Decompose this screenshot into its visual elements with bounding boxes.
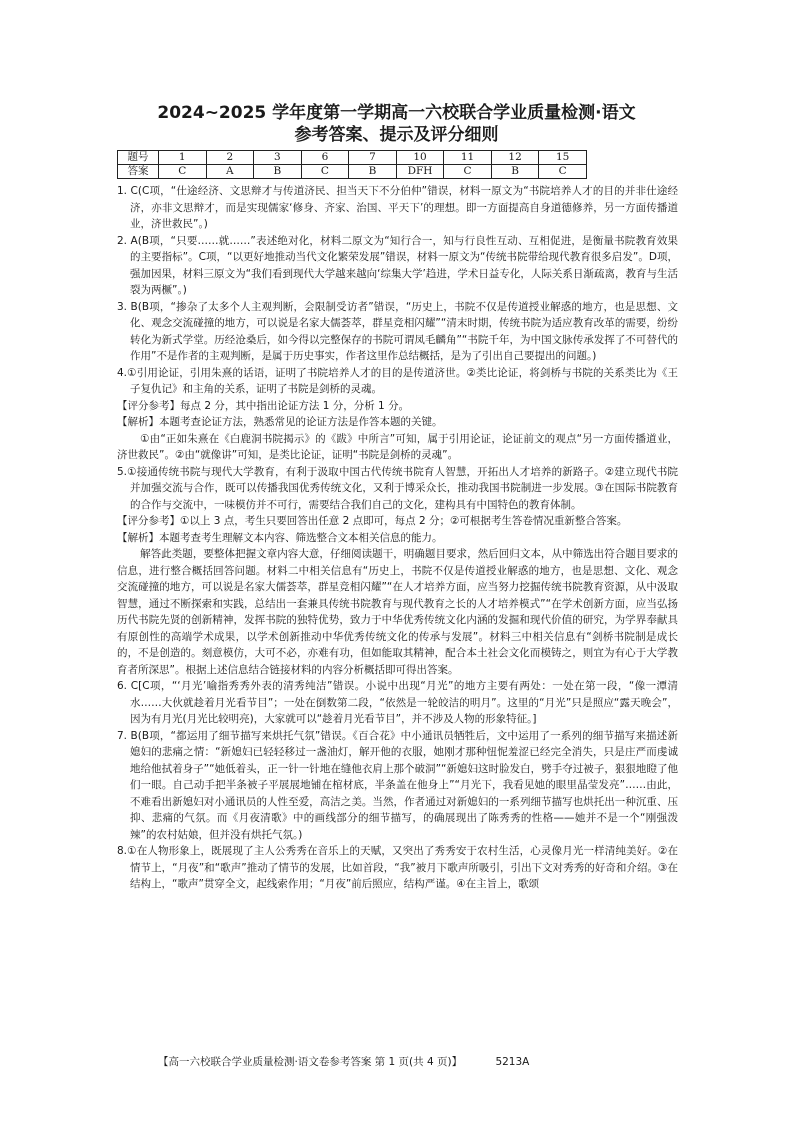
page-title: 2024~2025 学年度第一学期高一六校联合学业质量检测·语文 [157, 103, 636, 123]
question-number: 1 [159, 151, 207, 165]
question-number: 12 [491, 151, 539, 165]
answer-explanation-q2: 2. A(B项，“只要……就……”表述绝对化，材料二原文为“知行合一，知与行良性互动、互相促进，是衡量书院教育效果的主要指标”。C项，“以更好地推动当代文化繁荣发展”错误，材料一原文为“传统书院带给现代教育很多启发”。D项，强加因果，材料三原文为“我们看到现代大学越来越向‘综集大学’趋进，学术日益专化，人际关系日渐疏离，教育与生活裂为两橛”。) [117, 234, 678, 296]
answer-cell: DFH [396, 165, 444, 179]
scoring-note-q5: 【评分参考】①以上 3 点，考生只要回答出任意 2 点即可，每点 2 分；②可根据考生答卷情况重新整合答案。 [117, 515, 628, 527]
answer-explanation-q3: 3. B(B项，“掺杂了太多个人主观判断，会限制受访者”错误，“历史上，书院不仅是传道授业解惑的地方，也是思想、文化、观念交流碰撞的地方，可以说是名家大儒荟萃，群星竞相闪耀”“清末时期，传统书院为适应教育改革的需要，纷纷转化为新式学堂。历经沧桑后，如今得以完整保存的书院可谓凤毛麟角”“书院千年，为中国文脉传承发挥了不可替代的作用”不是作者的主观判断，是属于历史事实，作者这里作总结概括，是为了引出自己要提出的问题。) [117, 300, 678, 362]
analysis-detail-q4: ①由“正如朱熹在《白鹿洞书院揭示》的《跋》中所言”可知，属于引用论证，论证前文的观点“另一方面传播道业，济世救民”。②由“就像讲”可知，是类比论证，证明“书院是剑桥的灵魂”。 [117, 432, 678, 461]
answer-row [118, 165, 587, 179]
question-number: 10 [396, 151, 444, 165]
analysis-q4: 【解析】本题考查论证方法，熟悉常见的论证方法是作答本题的关键。 [117, 416, 443, 428]
question-number: 11 [444, 151, 492, 165]
analysis-q5: 【解析】本题考查考生理解文本内容、筛选整合文本相关信息的能力。 [117, 531, 443, 544]
question-row-label: 题号 [118, 151, 159, 165]
answer-cell: C [159, 165, 207, 179]
answer-row-label: 答案 [118, 165, 159, 179]
answer-explanation-q1: 1. C(C项，“仕途经济、文思辩才与传道济民、担当天下不分伯仲”错误，材料一原文为“书院培养人才的目的并非仕途经济，亦非文思辩才，而是实现儒家‘修身、齐家、治国、平天下’的理想。即一方面提高自身道德修养，另一方面传播道业，济世救民”。) [117, 185, 678, 230]
page-subtitle: 参考答案、提示及评分细则 [294, 125, 499, 145]
page-footer [158, 1055, 559, 1069]
answer-cell: B [349, 165, 397, 179]
footer-code: 5213A [495, 1056, 530, 1068]
answer-cell: A [206, 165, 254, 179]
answer-cell: B [254, 165, 302, 179]
answer-cell: C [301, 165, 349, 179]
answer-explanation-q7: 7. B(B项，“都运用了细节描写来烘托气氛”错误。《百合花》中小通讯员牺牲后，文中运用了一系列的细节描写来描述新媳妇的悲痛之情：“新媳妇已轻轻移过一盏油灯，解开他的衣服，她刚才那种忸怩羞涩已经完全消失，只是庄严而虔诚地给他拭着身子”“她低着头，正一针一针地在缝他衣肩上那个破洞”“新媳妇这时脸发白，劈手夺过被子，狠狠地瞪了他们一眼。自己动手把半条被子平展展地铺在棺材底，半条盖在他身上”“月光下，我看见她的眼里晶莹发亮”……由此，不难看出新媳妇对小通讯员的人性至爱，高洁之美。当然，作者通过对新媳妇的一系列细节描写也烘托出一种沉重、压抑、悲痛的气氛。而《月夜清歌》中的画线部分的细节描写，的确展现出了陈秀秀的性格——她并不是一个“刚强泼辣”的农村姑娘，但并没有烘托气氛。) [117, 729, 678, 841]
question-number: 3 [254, 151, 302, 165]
answer-table [117, 150, 587, 179]
question-number: 6 [301, 151, 349, 165]
answer-explanation-q4: 4.①引用论证，引用朱熹的话语，证明了书院培养人才的目的是传道济世。②类比论证，将剑桥与书院的关系类比为《王子复仇记》和主角的关系，证明了书院是剑桥的灵魂。 [117, 366, 678, 395]
explanation-body [117, 183, 678, 893]
answer-cell: C [444, 165, 492, 179]
answer-cell: C [539, 165, 587, 179]
answer-cell: B [491, 165, 539, 179]
question-row [118, 151, 587, 165]
scoring-note-q4: 【评分参考】每点 2 分，其中指出论证方法 1 分，分析 1 分。 [117, 399, 410, 412]
answer-explanation-q8: 8.①在人物形象上，既展现了主人公秀秀在音乐上的天赋，又突出了秀秀安于农村生活，心灵像月光一样清纯美好。②在情节上，“月夜”和“歌声”推动了情节的发展，比如首段，“我”被月下歌声所吸引，引出下文对秀秀的好奇和介绍。③在结构上，“歌声”贯穿全文，起线索作用；“月夜”前后照应，结构严谨。④在主旨上，歌颂 [117, 845, 678, 890]
question-number: 2 [206, 151, 254, 165]
analysis-detail-q5: 解答此类题，要整体把握文章内容大意，仔细阅读题干，明确题目要求，然后回归文本，从中筛选出符合题目要求的信息，进行整合概括回答问题。材料二中相关信息有“历史上，书院不仅是传道授业解惑的地方，也是思想、文化、观念交流碰撞的地方，可以说是名家大儒荟萃，群星竞相闪耀”“在人才培养方面，应当努力挖掘传统书院教育资源，从中汲取智慧，通过不断探索和实践，总结出一套兼具传统书院教育与现代教育之长的人才培养模式”“在学术创新方面，应当弘扬历代书院先贤的创新精神，发挥书院的独特优势，致力于中华优秀传统文化内涵的发掘和现代价值的研究，为学界奉献具有原创性的高端学术成果，以学术创新推动中华优秀传统文化的传承与发展”。材料三中相关信息有“剑桥书院制是成长的，不是创造的。刻意模仿，大可不必，亦难有功，但如能取其精神，配合本土社会文化而模铸之，则宜为有心于大学教育者所深思”。根据上述信息结合链接材料的内容分析概括即可得出答案。 [117, 548, 678, 676]
question-number: 15 [539, 151, 587, 165]
answer-explanation-q5: 5.①接通传统书院与现代大学教育，有利于汲取中国古代传统书院育人智慧，开拓出人才培养的新路子。②建立现代书院并加强交流与合作，既可以传播我国优秀传统文化，又利于博采众长，推动我国书院制进一步发展。③在国际书院教育的合作与交流中，一味模仿并不可行，需要结合我们自己的文化，建构具有中国特色的教育体制。 [117, 465, 678, 511]
answer-explanation-q6: 6. C[C项，“‘月光’喻指秀秀外表的清秀纯洁”错误。小说中出现“月光”的地方主要有两处：一处在第一段，“像一潭清水……大伙就趁着月光看节目”；一处在倒数第二段，“依然是一轮皎洁的明月”。这里的“月光”只是照应“露天晚会”，因为有月光(月光比较明亮)，大家就可以“趁着月光看节目”，并不涉及人物的形象特征。] [117, 680, 678, 725]
footer-text: 【高一六校联合学业质量检测·语文卷参考答案 第 1 页(共 4 页)】 [158, 1056, 463, 1068]
question-number: 7 [349, 151, 397, 165]
